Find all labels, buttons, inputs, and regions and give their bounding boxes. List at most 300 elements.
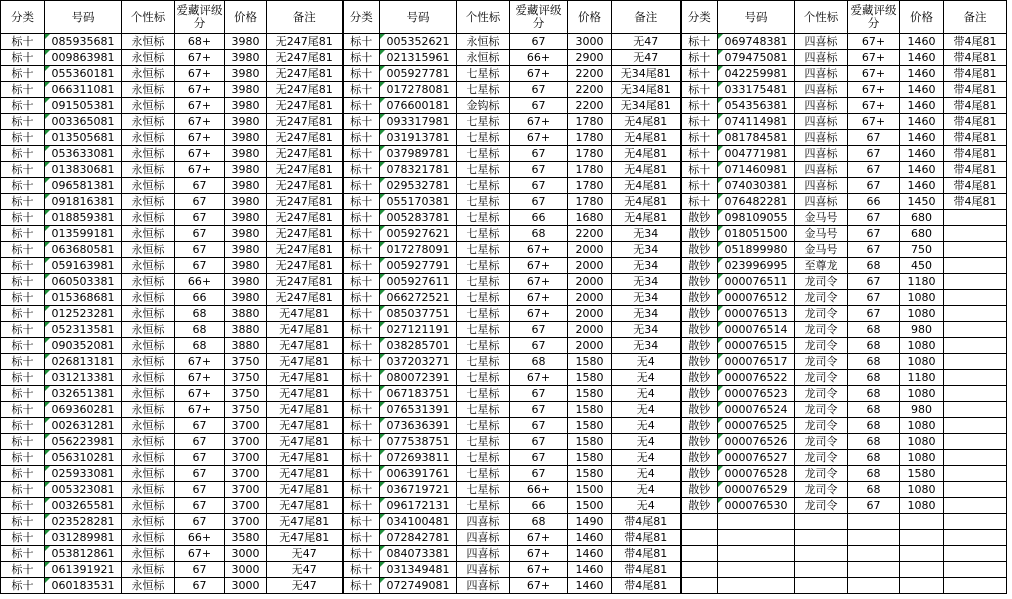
cell-cat[interactable]: 散钞 — [681, 274, 718, 290]
cell-price[interactable]: 3980 — [225, 194, 267, 210]
cell-note[interactable]: 无34 — [612, 338, 681, 354]
cell-note[interactable]: 无247尾81 — [267, 290, 343, 306]
cell-score[interactable]: 67 — [175, 242, 225, 258]
cell-cat[interactable]: 标十 — [681, 82, 718, 98]
cell-code[interactable] — [718, 530, 795, 546]
cell-score[interactable]: 67+ — [510, 66, 568, 82]
cell-score[interactable]: 67 — [848, 226, 900, 242]
cell-cat[interactable]: 标十 — [1, 562, 45, 578]
cell-type[interactable]: 永恒标 — [122, 162, 175, 178]
cell-type[interactable]: 永恒标 — [122, 514, 175, 530]
cell-type[interactable]: 四喜标 — [795, 34, 848, 50]
cell-code[interactable]: 071460981 — [718, 162, 795, 178]
cell-score[interactable]: 67 — [175, 226, 225, 242]
cell-type[interactable]: 七星标 — [457, 178, 510, 194]
cell-cat[interactable]: 标十 — [343, 466, 380, 482]
cell-code[interactable]: 072842781 — [380, 530, 457, 546]
cell-score[interactable]: 67 — [175, 498, 225, 514]
cell-score[interactable]: 67 — [175, 562, 225, 578]
cell-type[interactable]: 永恒标 — [122, 242, 175, 258]
cell-code[interactable]: 053633081 — [45, 146, 122, 162]
cell-price[interactable]: 2000 — [568, 322, 612, 338]
cell-cat[interactable]: 散钞 — [681, 386, 718, 402]
cell-type[interactable]: 永恒标 — [122, 546, 175, 562]
cell-note[interactable]: 无34尾81 — [612, 66, 681, 82]
cell-price[interactable]: 1080 — [900, 354, 944, 370]
cell-cat[interactable]: 标十 — [343, 418, 380, 434]
cell-price[interactable]: 3980 — [225, 178, 267, 194]
cell-price[interactable]: 1780 — [568, 146, 612, 162]
cell-note[interactable]: 无247尾81 — [267, 82, 343, 98]
cell-price[interactable]: 1180 — [900, 274, 944, 290]
cell-price[interactable]: 1080 — [900, 418, 944, 434]
cell-cat[interactable]: 标十 — [343, 146, 380, 162]
cell-code[interactable]: 052313581 — [45, 322, 122, 338]
cell-code[interactable]: 031913781 — [380, 130, 457, 146]
cell-type[interactable]: 永恒标 — [122, 210, 175, 226]
cell-cat[interactable]: 标十 — [343, 82, 380, 98]
cell-score[interactable]: 67+ — [510, 258, 568, 274]
cell-cat[interactable]: 标十 — [343, 322, 380, 338]
cell-price[interactable]: 3980 — [225, 50, 267, 66]
cell-type[interactable]: 七星标 — [457, 226, 510, 242]
cell-score[interactable]: 68 — [175, 322, 225, 338]
cell-price[interactable]: 1460 — [568, 546, 612, 562]
cell-score[interactable]: 67+ — [175, 386, 225, 402]
cell-score[interactable]: 67 — [510, 178, 568, 194]
cell-price[interactable]: 1080 — [900, 290, 944, 306]
cell-score[interactable]: 67+ — [510, 114, 568, 130]
cell-note[interactable]: 无47尾81 — [267, 450, 343, 466]
cell-note[interactable]: 无47 — [612, 50, 681, 66]
cell-note[interactable]: 无4 — [612, 482, 681, 498]
cell-score[interactable]: 67 — [510, 162, 568, 178]
cell-code[interactable]: 003365081 — [45, 114, 122, 130]
cell-score[interactable]: 67+ — [175, 66, 225, 82]
cell-type[interactable]: 永恒标 — [457, 50, 510, 66]
cell-code[interactable]: 085935681 — [45, 34, 122, 50]
cell-type[interactable]: 四喜标 — [795, 66, 848, 82]
cell-type[interactable]: 龙司令 — [795, 354, 848, 370]
cell-type[interactable]: 金马号 — [795, 226, 848, 242]
cell-score[interactable]: 67+ — [175, 130, 225, 146]
cell-note[interactable]: 带4尾81 — [944, 114, 1007, 130]
cell-type[interactable]: 龙司令 — [795, 482, 848, 498]
cell-type[interactable]: 四喜标 — [795, 82, 848, 98]
cell-cat[interactable]: 标十 — [343, 194, 380, 210]
cell-price[interactable]: 3980 — [225, 146, 267, 162]
cell-price[interactable]: 1460 — [900, 178, 944, 194]
cell-score[interactable] — [848, 578, 900, 594]
cell-note[interactable] — [944, 338, 1007, 354]
cell-type[interactable]: 龙司令 — [795, 290, 848, 306]
cell-score[interactable] — [848, 562, 900, 578]
cell-cat[interactable]: 标十 — [343, 98, 380, 114]
cell-note[interactable] — [944, 418, 1007, 434]
cell-code[interactable]: 000076529 — [718, 482, 795, 498]
cell-note[interactable]: 带4尾81 — [944, 194, 1007, 210]
cell-code[interactable]: 063680581 — [45, 242, 122, 258]
cell-note[interactable]: 无34 — [612, 290, 681, 306]
cell-note[interactable]: 无4尾81 — [612, 114, 681, 130]
cell-code[interactable]: 005283781 — [380, 210, 457, 226]
cell-note[interactable] — [944, 546, 1007, 562]
cell-score[interactable]: 68 — [510, 226, 568, 242]
cell-score[interactable]: 67+ — [848, 82, 900, 98]
cell-price[interactable] — [900, 546, 944, 562]
cell-score[interactable]: 67+ — [175, 98, 225, 114]
cell-cat[interactable]: 标十 — [681, 178, 718, 194]
cell-price[interactable]: 3980 — [225, 98, 267, 114]
cell-code[interactable]: 036719721 — [380, 482, 457, 498]
cell-type[interactable]: 四喜标 — [795, 162, 848, 178]
cell-type[interactable]: 永恒标 — [122, 370, 175, 386]
cell-note[interactable] — [944, 466, 1007, 482]
cell-note[interactable]: 带4尾81 — [944, 98, 1007, 114]
cell-code[interactable]: 074030381 — [718, 178, 795, 194]
cell-type[interactable]: 金马号 — [795, 210, 848, 226]
cell-code[interactable] — [718, 578, 795, 594]
cell-score[interactable]: 66+ — [175, 274, 225, 290]
cell-cat[interactable]: 标十 — [1, 402, 45, 418]
cell-note[interactable]: 带4尾81 — [612, 514, 681, 530]
cell-type[interactable]: 七星标 — [457, 162, 510, 178]
cell-note[interactable] — [944, 242, 1007, 258]
cell-cat[interactable] — [681, 562, 718, 578]
cell-cat[interactable]: 标十 — [343, 34, 380, 50]
cell-code[interactable]: 098109055 — [718, 210, 795, 226]
cell-cat[interactable]: 标十 — [1, 482, 45, 498]
cell-type[interactable] — [795, 514, 848, 530]
cell-type[interactable] — [795, 562, 848, 578]
cell-cat[interactable]: 散钞 — [681, 258, 718, 274]
cell-type[interactable]: 龙司令 — [795, 434, 848, 450]
cell-cat[interactable]: 标十 — [681, 50, 718, 66]
cell-cat[interactable]: 标十 — [1, 498, 45, 514]
cell-type[interactable]: 四喜标 — [795, 130, 848, 146]
cell-price[interactable]: 2000 — [568, 242, 612, 258]
cell-code[interactable]: 032651381 — [45, 386, 122, 402]
cell-note[interactable]: 无247尾81 — [267, 194, 343, 210]
cell-price[interactable]: 3980 — [225, 162, 267, 178]
cell-score[interactable]: 67 — [510, 338, 568, 354]
cell-note[interactable]: 无47尾81 — [267, 354, 343, 370]
cell-type[interactable]: 七星标 — [457, 210, 510, 226]
cell-cat[interactable]: 标十 — [681, 162, 718, 178]
cell-note[interactable]: 无4尾81 — [612, 194, 681, 210]
cell-code[interactable]: 012523281 — [45, 306, 122, 322]
cell-cat[interactable]: 标十 — [681, 130, 718, 146]
cell-price[interactable]: 1460 — [900, 34, 944, 50]
cell-score[interactable]: 67 — [175, 466, 225, 482]
cell-cat[interactable]: 标十 — [1, 194, 45, 210]
cell-code[interactable]: 017278081 — [380, 82, 457, 98]
cell-code[interactable]: 005927621 — [380, 226, 457, 242]
cell-score[interactable]: 67 — [510, 322, 568, 338]
cell-price[interactable]: 1780 — [568, 178, 612, 194]
cell-cat[interactable]: 散钞 — [681, 450, 718, 466]
cell-note[interactable]: 无4 — [612, 418, 681, 434]
cell-note[interactable]: 无34 — [612, 242, 681, 258]
cell-note[interactable]: 带4尾81 — [944, 178, 1007, 194]
cell-score[interactable]: 67+ — [510, 562, 568, 578]
cell-code[interactable]: 013505681 — [45, 130, 122, 146]
cell-code[interactable]: 031213381 — [45, 370, 122, 386]
cell-type[interactable]: 永恒标 — [122, 114, 175, 130]
cell-price[interactable]: 1460 — [900, 66, 944, 82]
cell-type[interactable]: 龙司令 — [795, 386, 848, 402]
cell-note[interactable]: 无247尾81 — [267, 130, 343, 146]
cell-cat[interactable]: 散钞 — [681, 434, 718, 450]
cell-code[interactable]: 076482281 — [718, 194, 795, 210]
cell-code[interactable]: 042259981 — [718, 66, 795, 82]
cell-price[interactable] — [900, 514, 944, 530]
cell-price[interactable]: 1580 — [568, 354, 612, 370]
cell-price[interactable]: 1500 — [568, 482, 612, 498]
cell-score[interactable] — [848, 530, 900, 546]
cell-code[interactable] — [718, 562, 795, 578]
cell-code[interactable]: 023996995 — [718, 258, 795, 274]
cell-note[interactable] — [944, 450, 1007, 466]
cell-price[interactable]: 2900 — [568, 50, 612, 66]
cell-code[interactable]: 000076522 — [718, 370, 795, 386]
cell-note[interactable] — [944, 402, 1007, 418]
cell-price[interactable]: 3700 — [225, 450, 267, 466]
cell-cat[interactable]: 标十 — [343, 386, 380, 402]
cell-code[interactable]: 067183751 — [380, 386, 457, 402]
cell-note[interactable]: 无247尾81 — [267, 178, 343, 194]
cell-cat[interactable]: 标十 — [1, 546, 45, 562]
cell-code[interactable]: 006391761 — [380, 466, 457, 482]
cell-score[interactable]: 66 — [510, 210, 568, 226]
cell-score[interactable]: 68 — [848, 434, 900, 450]
cell-code[interactable]: 072693811 — [380, 450, 457, 466]
cell-code[interactable]: 053812861 — [45, 546, 122, 562]
cell-code[interactable]: 013599181 — [45, 226, 122, 242]
cell-price[interactable]: 3700 — [225, 434, 267, 450]
cell-score[interactable]: 67 — [175, 450, 225, 466]
cell-price[interactable]: 3750 — [225, 402, 267, 418]
cell-cat[interactable]: 标十 — [681, 34, 718, 50]
cell-cat[interactable]: 标十 — [1, 466, 45, 482]
cell-code[interactable]: 096172131 — [380, 498, 457, 514]
cell-score[interactable]: 66+ — [175, 530, 225, 546]
cell-note[interactable] — [944, 322, 1007, 338]
cell-price[interactable]: 1780 — [568, 130, 612, 146]
cell-code[interactable]: 037989781 — [380, 146, 457, 162]
cell-note[interactable]: 无47 — [612, 34, 681, 50]
cell-cat[interactable]: 标十 — [343, 50, 380, 66]
cell-score[interactable]: 67 — [848, 290, 900, 306]
cell-code[interactable]: 000076517 — [718, 354, 795, 370]
cell-code[interactable]: 051899980 — [718, 242, 795, 258]
cell-type[interactable]: 龙司令 — [795, 370, 848, 386]
cell-price[interactable]: 1180 — [900, 370, 944, 386]
cell-score[interactable]: 67+ — [175, 146, 225, 162]
cell-cat[interactable]: 散钞 — [681, 322, 718, 338]
cell-note[interactable] — [944, 498, 1007, 514]
cell-type[interactable]: 永恒标 — [122, 338, 175, 354]
cell-code[interactable]: 091816381 — [45, 194, 122, 210]
cell-cat[interactable]: 标十 — [1, 162, 45, 178]
cell-note[interactable]: 带4尾81 — [944, 66, 1007, 82]
cell-price[interactable]: 3980 — [225, 130, 267, 146]
cell-type[interactable]: 七星标 — [457, 146, 510, 162]
cell-price[interactable]: 1580 — [568, 402, 612, 418]
cell-cat[interactable]: 标十 — [343, 162, 380, 178]
cell-note[interactable]: 无247尾81 — [267, 210, 343, 226]
cell-score[interactable]: 67 — [510, 98, 568, 114]
cell-cat[interactable]: 标十 — [681, 66, 718, 82]
cell-code[interactable]: 060503381 — [45, 274, 122, 290]
cell-price[interactable]: 1460 — [568, 562, 612, 578]
cell-type[interactable]: 永恒标 — [122, 562, 175, 578]
cell-note[interactable]: 无34尾81 — [612, 98, 681, 114]
cell-code[interactable]: 000076526 — [718, 434, 795, 450]
cell-code[interactable]: 018051500 — [718, 226, 795, 242]
cell-code[interactable]: 076531391 — [380, 402, 457, 418]
cell-score[interactable]: 68 — [848, 402, 900, 418]
cell-type[interactable]: 四喜标 — [457, 530, 510, 546]
cell-score[interactable]: 67 — [510, 466, 568, 482]
cell-price[interactable]: 3700 — [225, 482, 267, 498]
cell-cat[interactable]: 标十 — [1, 146, 45, 162]
cell-type[interactable]: 永恒标 — [122, 450, 175, 466]
cell-type[interactable]: 七星标 — [457, 498, 510, 514]
cell-price[interactable]: 1460 — [900, 82, 944, 98]
cell-type[interactable]: 龙司令 — [795, 274, 848, 290]
cell-cat[interactable]: 标十 — [1, 530, 45, 546]
cell-note[interactable]: 无4尾81 — [612, 146, 681, 162]
cell-price[interactable]: 3980 — [225, 114, 267, 130]
cell-type[interactable]: 四喜标 — [795, 50, 848, 66]
cell-price[interactable]: 3700 — [225, 498, 267, 514]
cell-price[interactable]: 2200 — [568, 98, 612, 114]
cell-type[interactable]: 永恒标 — [122, 402, 175, 418]
cell-cat[interactable] — [681, 530, 718, 546]
cell-score[interactable] — [848, 546, 900, 562]
cell-type[interactable]: 永恒标 — [122, 578, 175, 594]
cell-type[interactable]: 永恒标 — [122, 258, 175, 274]
cell-score[interactable]: 67+ — [510, 130, 568, 146]
cell-cat[interactable]: 散钞 — [681, 370, 718, 386]
cell-price[interactable]: 1580 — [568, 466, 612, 482]
cell-cat[interactable]: 标十 — [343, 338, 380, 354]
cell-type[interactable]: 永恒标 — [122, 322, 175, 338]
cell-cat[interactable]: 标十 — [1, 450, 45, 466]
cell-score[interactable]: 67 — [848, 130, 900, 146]
cell-type[interactable]: 七星标 — [457, 450, 510, 466]
cell-code[interactable]: 009863981 — [45, 50, 122, 66]
cell-cat[interactable]: 标十 — [1, 130, 45, 146]
cell-price[interactable]: 980 — [900, 402, 944, 418]
cell-note[interactable]: 无47尾81 — [267, 370, 343, 386]
cell-score[interactable]: 68+ — [175, 34, 225, 50]
cell-code[interactable]: 093317981 — [380, 114, 457, 130]
cell-cat[interactable]: 标十 — [1, 434, 45, 450]
cell-price[interactable]: 1460 — [900, 146, 944, 162]
cell-score[interactable]: 67+ — [848, 114, 900, 130]
cell-type[interactable]: 龙司令 — [795, 450, 848, 466]
cell-type[interactable]: 七星标 — [457, 306, 510, 322]
cell-type[interactable]: 四喜标 — [457, 578, 510, 594]
cell-note[interactable]: 无34 — [612, 306, 681, 322]
cell-cat[interactable]: 标十 — [343, 114, 380, 130]
cell-price[interactable]: 2000 — [568, 290, 612, 306]
cell-price[interactable]: 1460 — [900, 98, 944, 114]
cell-cat[interactable]: 散钞 — [681, 354, 718, 370]
cell-price[interactable]: 1580 — [900, 466, 944, 482]
cell-price[interactable]: 1080 — [900, 450, 944, 466]
cell-type[interactable]: 永恒标 — [122, 50, 175, 66]
cell-price[interactable]: 3980 — [225, 290, 267, 306]
cell-score[interactable]: 67+ — [175, 114, 225, 130]
cell-note[interactable] — [944, 306, 1007, 322]
cell-score[interactable]: 67 — [848, 274, 900, 290]
cell-price[interactable]: 3000 — [225, 546, 267, 562]
cell-note[interactable]: 带4尾81 — [612, 530, 681, 546]
cell-note[interactable]: 无247尾81 — [267, 162, 343, 178]
cell-score[interactable]: 68 — [510, 354, 568, 370]
cell-cat[interactable]: 标十 — [343, 290, 380, 306]
cell-note[interactable]: 带4尾81 — [944, 162, 1007, 178]
cell-price[interactable]: 3880 — [225, 322, 267, 338]
cell-code[interactable]: 000076515 — [718, 338, 795, 354]
cell-cat[interactable]: 散钞 — [681, 466, 718, 482]
cell-price[interactable]: 1780 — [568, 194, 612, 210]
cell-cat[interactable]: 标十 — [1, 66, 45, 82]
cell-cat[interactable]: 标十 — [1, 354, 45, 370]
cell-cat[interactable]: 标十 — [681, 146, 718, 162]
cell-code[interactable]: 000076513 — [718, 306, 795, 322]
cell-price[interactable]: 1490 — [568, 514, 612, 530]
cell-cat[interactable]: 标十 — [343, 66, 380, 82]
cell-note[interactable] — [944, 258, 1007, 274]
cell-score[interactable]: 68 — [848, 450, 900, 466]
cell-note[interactable]: 带4尾81 — [612, 578, 681, 594]
cell-price[interactable]: 3750 — [225, 386, 267, 402]
cell-score[interactable]: 67+ — [510, 370, 568, 386]
cell-note[interactable]: 无47 — [267, 562, 343, 578]
cell-note[interactable]: 无47尾81 — [267, 434, 343, 450]
cell-price[interactable]: 2200 — [568, 66, 612, 82]
cell-cat[interactable] — [681, 578, 718, 594]
cell-note[interactable] — [944, 386, 1007, 402]
cell-note[interactable]: 无4 — [612, 450, 681, 466]
cell-cat[interactable]: 散钞 — [681, 338, 718, 354]
cell-code[interactable]: 037203271 — [380, 354, 457, 370]
cell-score[interactable]: 67 — [510, 402, 568, 418]
cell-score[interactable]: 67 — [175, 194, 225, 210]
cell-cat[interactable]: 散钞 — [681, 418, 718, 434]
cell-cat[interactable]: 标十 — [1, 242, 45, 258]
cell-score[interactable]: 67+ — [510, 546, 568, 562]
cell-code[interactable]: 060183531 — [45, 578, 122, 594]
cell-note[interactable]: 无47尾81 — [267, 498, 343, 514]
cell-cat[interactable]: 标十 — [343, 514, 380, 530]
cell-type[interactable]: 龙司令 — [795, 466, 848, 482]
cell-code[interactable]: 074114981 — [718, 114, 795, 130]
cell-code[interactable]: 000076523 — [718, 386, 795, 402]
cell-type[interactable]: 龙司令 — [795, 498, 848, 514]
cell-note[interactable]: 无247尾81 — [267, 66, 343, 82]
cell-note[interactable]: 无47尾81 — [267, 402, 343, 418]
cell-type[interactable]: 七星标 — [457, 258, 510, 274]
cell-cat[interactable]: 标十 — [1, 98, 45, 114]
cell-code[interactable]: 096581381 — [45, 178, 122, 194]
cell-score[interactable]: 67 — [175, 578, 225, 594]
cell-cat[interactable]: 标十 — [1, 114, 45, 130]
